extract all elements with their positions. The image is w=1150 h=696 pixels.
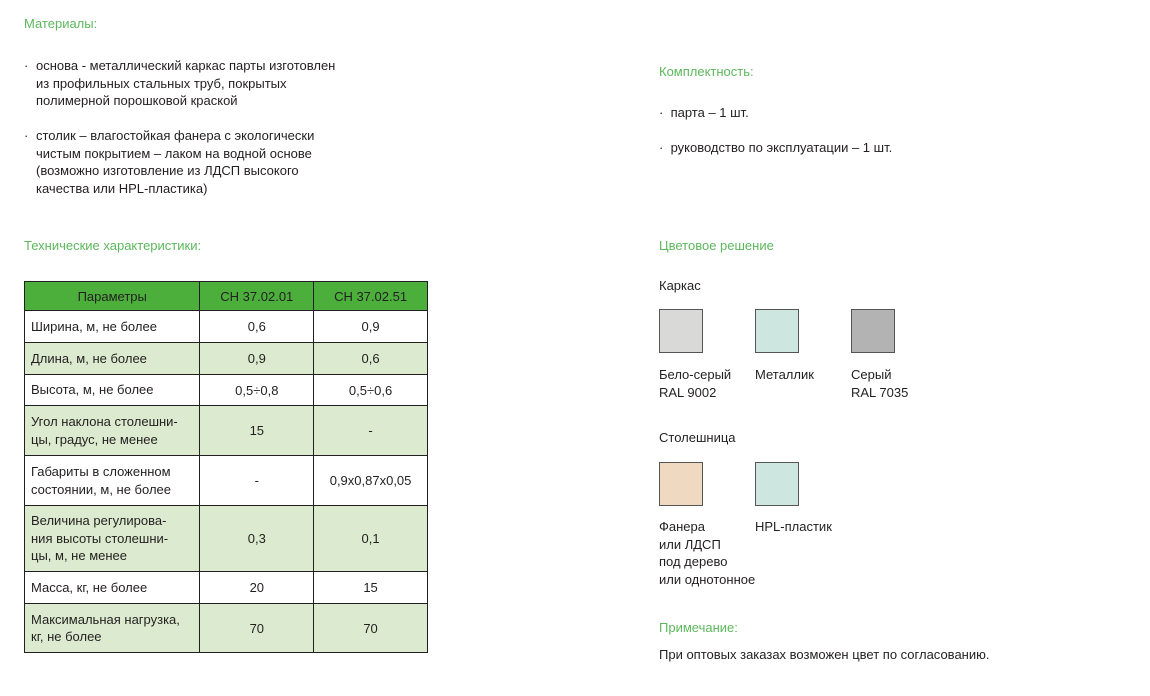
materials-item-table (24, 127, 384, 197)
row-param: Масса, кг, не более (25, 572, 200, 604)
kit-item-label: руководство по эксплуатации – 1 шт. (670, 140, 893, 155)
top-label: Столешница (659, 430, 736, 445)
row-param: Максимальная нагрузка, кг, не более (25, 604, 200, 653)
materials-line: из профильных стальных труб, покрытых (36, 75, 287, 91)
kit-item (659, 139, 892, 157)
row-param: Длина, м, не более (25, 343, 200, 375)
swatch-hpl (755, 462, 799, 506)
materials-line: чистым покрытием – лаком на водной основе (36, 145, 312, 161)
row-value-2: 0,5÷0,6 (314, 375, 428, 406)
table-row (25, 406, 428, 456)
bullet-icon: · (24, 128, 29, 143)
bullet-icon: · (24, 58, 29, 73)
row-value-2: 0,9х0,87х0,05 (314, 456, 428, 506)
materials-line: (возможно изготовление из ЛДСП высокого (36, 163, 299, 178)
row-param: Угол наклона столешни- цы, градус, не менее (25, 406, 200, 456)
table-row (25, 343, 428, 375)
materials-line: основа - металлический каркас парты изготовлен (36, 58, 336, 73)
kit-item (659, 104, 749, 122)
note-heading: Примечание: (659, 620, 738, 635)
table-header-row (25, 282, 428, 311)
kit-heading: Комплектность: (659, 64, 754, 79)
row-value-2: 0,1 (314, 506, 428, 572)
swatch-label-metallic: Металлик (755, 367, 814, 382)
row-value-1: - (200, 456, 314, 506)
bullet-icon: · (659, 105, 664, 120)
col-header-params: Параметры (25, 282, 200, 311)
swatch-label-white-grey: Бело-серый RAL 9002 (659, 367, 732, 400)
row-value-1: 0,5÷0,8 (200, 375, 314, 406)
row-value-1: 0,3 (200, 506, 314, 572)
swatch-plywood (659, 462, 703, 506)
row-value-2: 15 (314, 572, 428, 604)
tech-heading: Технические характеристики: (24, 238, 202, 253)
table-row (25, 604, 428, 653)
swatch-label-grey: Серый RAL 7035 (851, 367, 909, 400)
row-value-2: 70 (314, 604, 428, 653)
row-param: Высота, м, не более (25, 375, 200, 406)
materials-line: столик – влагостойкая фанера с экологически (36, 128, 315, 143)
table-row (25, 506, 428, 572)
row-param: Ширина, м, не более (25, 311, 200, 343)
table-row (25, 375, 428, 406)
table-row (25, 572, 428, 604)
materials-line: качества или HPL-пластика) (36, 180, 208, 196)
swatch-grey (851, 309, 895, 353)
row-value-1: 70 (200, 604, 314, 653)
row-param: Габариты в сложенном состоянии, м, не более (25, 456, 200, 506)
materials-heading: Материалы: (24, 16, 98, 31)
row-value-1: 0,6 (200, 311, 314, 343)
row-value-2: - (314, 406, 428, 456)
frame-label: Каркас (659, 278, 701, 293)
kit-item-label: парта – 1 шт. (670, 105, 749, 120)
row-value-1: 0,9 (200, 343, 314, 375)
row-value-2: 0,6 (314, 343, 428, 375)
col-header-model1: СН 37.02.01 (200, 282, 314, 311)
swatch-label-plywood: Фанера или ЛДСП под дерево или однотонное (659, 519, 756, 587)
swatch-white-grey (659, 309, 703, 353)
swatch-metallic (755, 309, 799, 353)
spec-table (24, 281, 428, 653)
note-text: При оптовых заказах возможен цвет по согласованию. (659, 647, 990, 662)
row-value-2: 0,9 (314, 311, 428, 343)
row-value-1: 15 (200, 406, 314, 456)
table-row (25, 311, 428, 343)
row-param: Величина регулирова- ния высоты столешни- цы, м, не менее (25, 506, 200, 572)
row-value-1: 20 (200, 572, 314, 604)
bullet-icon: · (659, 140, 664, 155)
table-row (25, 456, 428, 506)
col-header-model2: СН 37.02.51 (314, 282, 428, 311)
swatch-label-hpl: HPL-пластик (755, 519, 832, 534)
colors-heading: Цветовое решение (659, 238, 774, 253)
materials-item-frame (24, 57, 384, 110)
materials-line: полимерной порошковой краской (36, 93, 238, 108)
